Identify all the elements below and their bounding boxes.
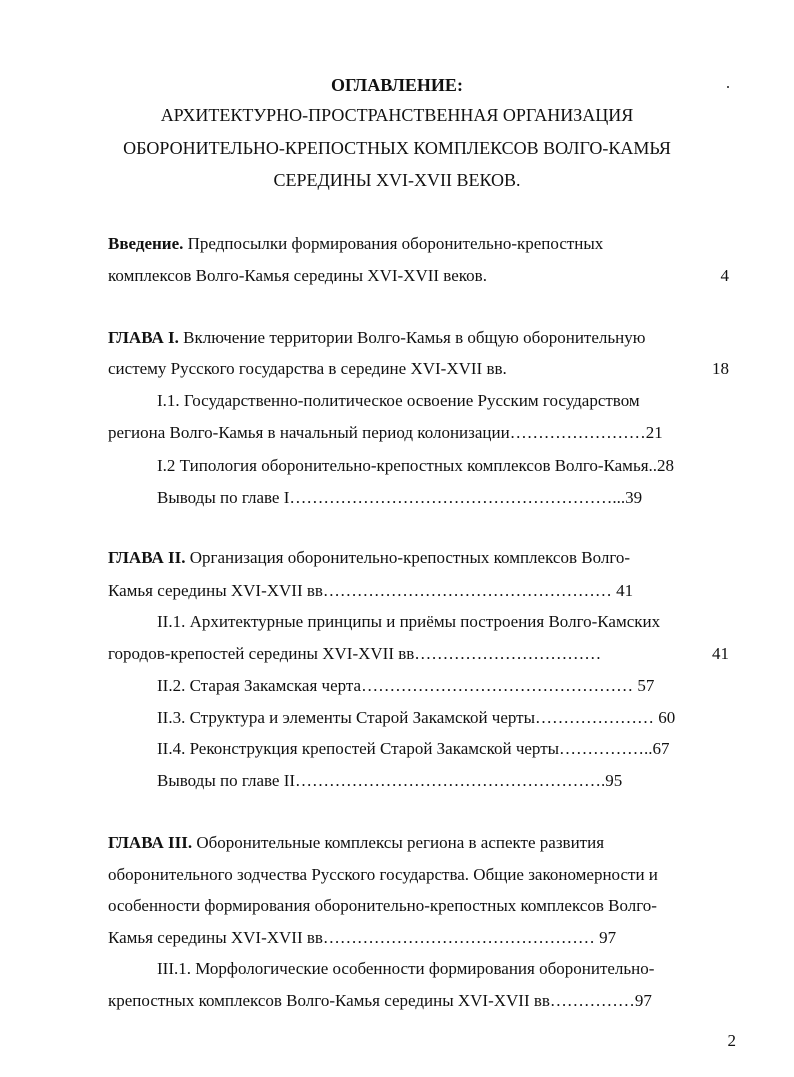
chapter1-conclusions[interactable]: Выводы по главе I…………………………………………………...39: [157, 488, 643, 507]
chapter3-entry-line-4: Камья середины XVI-XVII вв………………………………………… 97: [108, 928, 617, 947]
intro-page-number: 4: [720, 266, 729, 285]
chapter3-text-1: Оборонительные комплексы региона в аспекте развития: [196, 833, 605, 852]
intro-entry-line-1[interactable]: [108, 233, 603, 255]
chapter3-entry-line-2: оборонительного зодчества Русского государства. Общие закономерности и: [108, 865, 658, 884]
intro-text-1: Предпосылки формирования оборонительно-крепостных: [187, 234, 604, 253]
thesis-title-line-1: АРХИТЕКТУРНО-ПРОСТРАНСТВЕННАЯ ОРГАНИЗАЦИЯ: [160, 105, 634, 125]
chapter1-page-number: 18: [712, 359, 729, 378]
intro-label: Введение.: [108, 234, 184, 253]
section-2-1-line-2[interactable]: городов-крепостей середины XVI-XVII вв……………………………: [108, 644, 602, 663]
chapter3-entry-line-1[interactable]: [108, 832, 604, 854]
section-1-1-line-1[interactable]: I.1. Государственно-политическое освоение Русским государством: [157, 391, 640, 410]
thesis-title-line-2: ОБОРОНИТЕЛЬНО-КРЕПОСТНЫХ КОМПЛЕКСОВ ВОЛГО-КАМЬЯ: [123, 138, 671, 158]
section-3-1-line-2[interactable]: крепостных комплексов Волго-Камья середины XVI-XVII вв……………97: [108, 991, 652, 1010]
chapter2-entry-line-2: Камья середины XVI-XVII вв…………………………………………… 41: [108, 581, 634, 600]
thesis-title-line-3: СЕРЕДИНЫ XVI-XVII ВЕКОВ.: [273, 170, 521, 190]
chapter1-text-1: Включение территории Волго-Камья в общую оборонительную: [183, 328, 646, 347]
section-2-1-line-1[interactable]: II.1. Архитектурные принципы и приёмы построения Волго-Камских: [157, 612, 661, 631]
section-3-1-line-1[interactable]: III.1. Морфологические особенности формирования оборонительно-: [157, 959, 655, 978]
chapter2-label: ГЛАВА II.: [108, 548, 186, 567]
page-number: 2: [727, 1031, 736, 1050]
section-2-4[interactable]: II.4. Реконструкция крепостей Старой Закамской черты……………..67: [157, 739, 670, 758]
chapter2-entry-line-1[interactable]: [108, 547, 630, 569]
section-1-1-line-2[interactable]: региона Волго-Камья в начальный период колонизации……………………21: [108, 423, 663, 442]
section-2-2[interactable]: II.2. Старая Закамская черта………………………………………… 57: [157, 676, 655, 695]
chapter2-conclusions[interactable]: Выводы по главе II……………………………………………….95: [157, 771, 623, 790]
section-1-2[interactable]: I.2 Типология оборонительно-крепостных комплексов Волго-Камья..28: [157, 456, 675, 475]
toc-heading: ОГЛАВЛЕНИЕ:: [331, 75, 463, 95]
section-2-1-page-number: 41: [712, 644, 729, 663]
chapter1-entry-line-1[interactable]: [108, 327, 645, 349]
intro-entry-line-2: комплексов Волго-Камья середины XVI-XVII веков.: [108, 266, 487, 285]
chapter3-entry-line-3: особенности формирования оборонительно-крепостных комплексов Волго-: [108, 896, 657, 915]
chapter1-entry-line-2: систему Русского государства в середине XVI-XVII вв.: [108, 359, 507, 378]
chapter2-text-1: Организация оборонительно-крепостных комплексов Волго-: [189, 548, 631, 567]
chapter1-label: ГЛАВА I.: [108, 328, 179, 347]
chapter3-label: ГЛАВА III.: [108, 833, 193, 852]
section-2-3[interactable]: II.3. Структура и элементы Старой Закамской черты………………… 60: [157, 708, 676, 727]
